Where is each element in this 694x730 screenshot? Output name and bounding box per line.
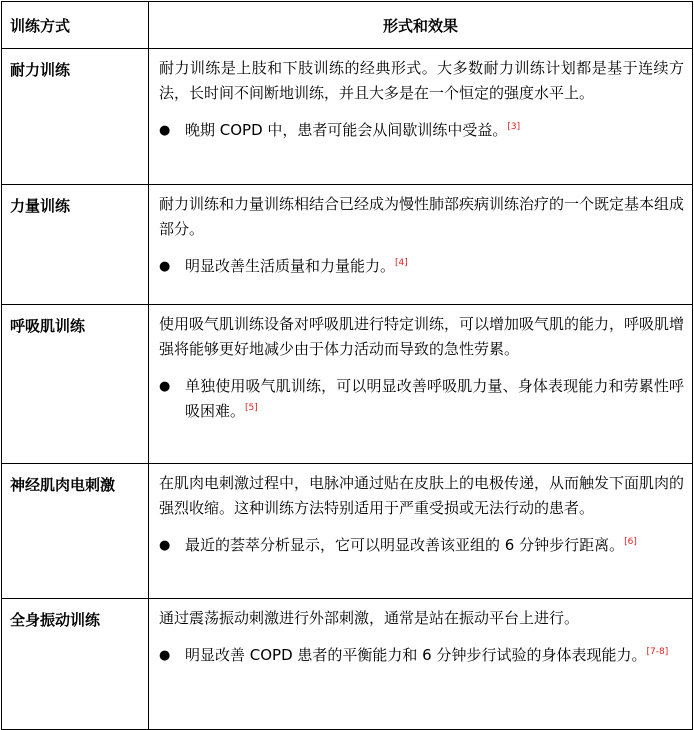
effect-bullet [159, 643, 684, 668]
effect-text: 最近的荟萃分析显示，它可以明显改善该亚组的 6 分钟步行距离。 [185, 536, 625, 554]
citation-ref[interactable]: [4] [395, 258, 408, 268]
header-training-method: 训练方式 [2, 2, 149, 49]
table-row [2, 49, 693, 185]
bullet-dot-icon: ● [159, 538, 171, 553]
method-description-cell [149, 599, 693, 730]
method-description-cell [149, 305, 693, 464]
method-description: 耐力训练是上肢和下肢训练的经典形式。大多数耐力训练计划都是基于连续方法，长时间不间断地训练，并且大多是在一个恒定的强度水平上。 [159, 59, 684, 102]
header-row [2, 2, 693, 49]
citation-ref[interactable]: [3] [507, 122, 521, 132]
effect-bullet [159, 533, 684, 558]
method-name: 耐力训练 [2, 49, 149, 185]
effect-text: 单独使用吸气肌训练，可以明显改善呼吸肌力量、身体表现能力和劳累性呼吸困难。 [185, 377, 684, 420]
method-name: 呼吸肌训练 [2, 305, 149, 464]
bullet-dot-icon: ● [159, 123, 171, 138]
table-row [2, 599, 693, 730]
table-row [2, 305, 693, 464]
effect-text: 明显改善生活质量和力量能力。 [185, 257, 396, 275]
method-description: 在肌肉电刺激过程中，电脉冲通过贴在皮肤上的电极传递，从而触发下面肌肉的强烈收缩。这种训练方法特别适用于严重受损或无法行动的患者。 [159, 474, 685, 517]
method-name: 力量训练 [2, 185, 149, 305]
table-row [2, 464, 693, 599]
bullet-dot-icon: ● [159, 648, 171, 663]
effect-bullet [159, 374, 684, 424]
training-methods-table [1, 1, 693, 730]
method-description: 耐力训练和力量训练相结合已经成为慢性肺部疾病训练治疗的一个既定基本组成部分。 [159, 195, 685, 238]
effect-text: 晚期 COPD 中，患者可能会从间歇训练中受益。 [185, 121, 508, 139]
method-name: 全身振动训练 [2, 599, 149, 730]
method-description: 使用吸气肌训练设备对呼吸肌进行特定训练，可以增加吸气肌的能力，呼吸肌增强将能够更好地减少由于体力活动而导致的急性劳累。 [159, 315, 685, 358]
bullet-dot-icon: ● [159, 259, 171, 274]
method-description-cell [149, 49, 693, 185]
citation-ref[interactable]: [5] [245, 403, 258, 413]
method-description: 通过震荡振动刺激进行外部刺激，通常是站在振动平台上进行。 [159, 609, 580, 627]
effect-text: 明显改善 COPD 患者的平衡能力和 6 分钟步行试验的身体表现能力。 [185, 646, 647, 664]
citation-ref[interactable]: [6] [624, 537, 637, 547]
method-description-cell [149, 464, 693, 599]
header-form-and-effect: 形式和效果 [149, 2, 693, 49]
effect-bullet [159, 254, 684, 279]
effect-bullet [159, 118, 684, 143]
method-description-cell [149, 185, 693, 305]
citation-ref[interactable]: [7-8] [646, 647, 669, 657]
bullet-dot-icon: ● [159, 379, 171, 394]
table-row [2, 185, 693, 305]
method-name: 神经肌肉电刺激 [2, 464, 149, 599]
